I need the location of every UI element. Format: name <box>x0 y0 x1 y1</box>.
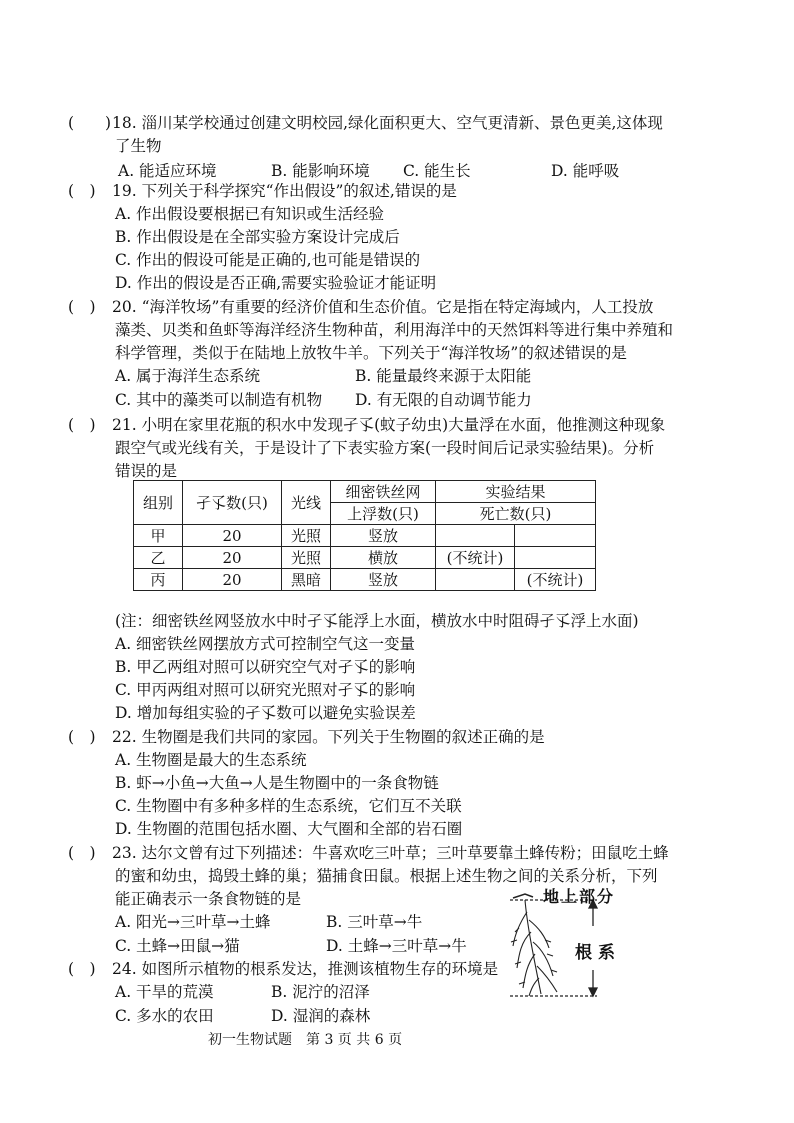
option-b: B. 泥泞的沼泽 <box>271 983 370 1001</box>
cell-float: (不统计) <box>436 547 515 569</box>
figure-label-above-ground: 地上部分 <box>543 887 616 906</box>
answer-bracket: ( ) <box>68 416 96 434</box>
option-c: C. 多水的农田 <box>115 1007 214 1025</box>
answer-bracket: ( ) <box>68 960 96 978</box>
cell-count: 20 <box>183 525 282 547</box>
option-b: B. 能量最终来源于太阳能 <box>355 367 532 385</box>
cell-group: 丙 <box>134 569 183 591</box>
option-c: C. 生物圈中有多种多样的生态系统，它们互不关联 <box>115 797 462 815</box>
question-stem: 24. 如图所示植物的根系发达，推测该植物生存的环境是 <box>112 960 499 978</box>
option-d: D. 生物圈的范围包括水圈、大气圈和全部的岩石圈 <box>115 820 463 838</box>
question-stem: 20. “海洋牧场”有重要的经济价值和生态价值。它是指在特定海域内，人工投放 <box>112 298 654 316</box>
answer-bracket: ( ) <box>68 844 96 862</box>
question-stem-cont: 跟空气或光线有关，于是设计了下表实验方案(一段时间后记录实验结果)。分析 <box>115 439 655 457</box>
option-d: D. 增加每组实验的孑孓数可以避免实验误差 <box>115 704 416 722</box>
root-system-figure <box>505 884 655 1002</box>
cell-mesh: 横放 <box>331 547 436 569</box>
page-footer: 初一生物试题 第 3 页 共 6 页 <box>208 1032 403 1048</box>
question-stem-cont: 藻类、贝类和鱼虾等海洋经济生物种苗，利用海洋中的天然饵料等进行集中养殖和 <box>115 321 674 339</box>
option-b: B. 能影响环境 <box>271 162 370 180</box>
option-d: D. 有无限的自动调节能力 <box>355 391 532 409</box>
option-a: A. 能适应环境 <box>118 162 217 180</box>
option-c: C. 其中的藻类可以制造有机物 <box>115 391 323 409</box>
question-20 <box>68 296 673 413</box>
option-c: C. 土蜂→田鼠→猫 <box>115 937 240 955</box>
figure-label-root: 根系 <box>575 943 621 963</box>
cell-group: 甲 <box>134 525 183 547</box>
option-a: A. 作出假设要根据已有知识或生活经验 <box>115 205 385 223</box>
cell-dead: (不统计) <box>515 569 596 591</box>
question-stem: 19. 下列关于科学探究“作出假设”的叙述,错误的是 <box>112 182 457 200</box>
option-d: D. 作出的假设是否正确,需要实验验证才能证明 <box>115 274 437 292</box>
question-22 <box>68 726 545 841</box>
option-a: A. 生物圈是最大的生态系统 <box>115 751 307 769</box>
cell-light: 光照 <box>282 525 331 547</box>
option-a: A. 属于海洋生态系统 <box>115 367 261 385</box>
answer-bracket: ( ) <box>68 182 96 200</box>
question-stem-cont: 的蜜和幼虫，捣毁土蜂的巢；猫捕食田鼠。根据上述生物之间的关系分析，下列 <box>115 867 658 885</box>
table-row <box>134 547 596 569</box>
question-24 <box>68 958 498 1029</box>
header-float: 上浮数(只) <box>347 505 419 523</box>
question-stem: 23. 达尔文曾有过下列描述：牛喜欢吃三叶草；三叶草要靠土蜂传粉；田鼠吃土蜂 <box>112 844 669 862</box>
option-b: B. 作出假设是在全部实验方案设计完成后 <box>115 228 400 246</box>
cell-float <box>436 569 515 591</box>
option-a: A. 细密铁丝网摆放方式可控制空气这一变量 <box>115 635 416 653</box>
cell-group: 乙 <box>134 547 183 569</box>
question-stem: 22. 生物圈是我们共同的家园。下列关于生物圈的叙述正确的是 <box>112 728 545 746</box>
cell-count: 20 <box>183 547 282 569</box>
option-b: B. 甲乙两组对照可以研究空气对孑孓的影响 <box>115 658 416 676</box>
header-count: 孑孓数(只) <box>183 481 282 525</box>
cell-mesh: 竖放 <box>331 525 436 547</box>
answer-bracket: ( ) <box>68 114 112 132</box>
table-row <box>134 525 596 547</box>
option-a: A. 干旱的荒漠 <box>115 983 214 1001</box>
cell-count: 20 <box>183 569 282 591</box>
header-float-subtitle <box>331 503 436 525</box>
option-d: D. 湿润的森林 <box>271 1007 371 1025</box>
question-19 <box>68 180 457 295</box>
question-21-cont <box>68 610 639 725</box>
header-group: 组别 <box>134 481 183 525</box>
option-d: D. 土蜂→三叶草→牛 <box>326 937 467 955</box>
option-d: D. 能呼吸 <box>551 162 620 180</box>
header-dead: 死亡数(只) <box>436 503 596 525</box>
question-stem: 21. 小明在家里花瓶的积水中发现孑孓(蚊子幼虫)大量浮在水面，他推测这种现象 <box>112 416 666 434</box>
cell-mesh: 竖放 <box>331 569 436 591</box>
table-note: (注：细密铁丝网竖放水中时孑孓能浮上水面，横放水中时阻碍孑孓浮上水面) <box>115 612 639 630</box>
option-a: A. 阳光→三叶草→土蜂 <box>115 913 271 931</box>
question-stem-cont: 错误的是 <box>115 462 178 480</box>
option-c: C. 能生长 <box>403 162 471 180</box>
question-18 <box>68 112 663 184</box>
question-21 <box>68 414 665 483</box>
cell-light: 光照 <box>282 547 331 569</box>
cell-dead <box>515 525 596 547</box>
question-stem-cont: 科学管理，类似于在陆地上放牧牛羊。下列关于“海洋牧场”的叙述错误的是 <box>115 344 627 362</box>
option-b: B. 三叶草→牛 <box>326 913 423 931</box>
answer-bracket: ( ) <box>68 728 96 746</box>
table-row <box>134 569 596 591</box>
cell-light: 黑暗 <box>282 569 331 591</box>
header-result: 实验结果 <box>436 481 596 503</box>
answer-bracket: ( ) <box>68 298 96 316</box>
experiment-table <box>133 480 596 591</box>
cell-dead <box>515 547 596 569</box>
option-b: B. 虾→小鱼→大鱼→人是生物圈中的一条食物链 <box>115 774 439 792</box>
header-mesh: 细密铁丝网 <box>331 481 436 503</box>
option-c: C. 甲丙两组对照可以研究光照对孑孓的影响 <box>115 681 416 699</box>
cell-float <box>436 525 515 547</box>
question-stem-cont: 能正确表示一条食物链的是 <box>115 890 302 908</box>
question-stem-cont: 了生物 <box>115 137 162 155</box>
option-c: C. 作出的假设可能是正确的,也可能是错误的 <box>115 251 421 269</box>
question-stem: 18. 淄川某学校通过创建文明校园,绿化面积更大、空气更清新、景色更美,这体现 <box>112 114 663 132</box>
header-light: 光线 <box>282 481 331 525</box>
